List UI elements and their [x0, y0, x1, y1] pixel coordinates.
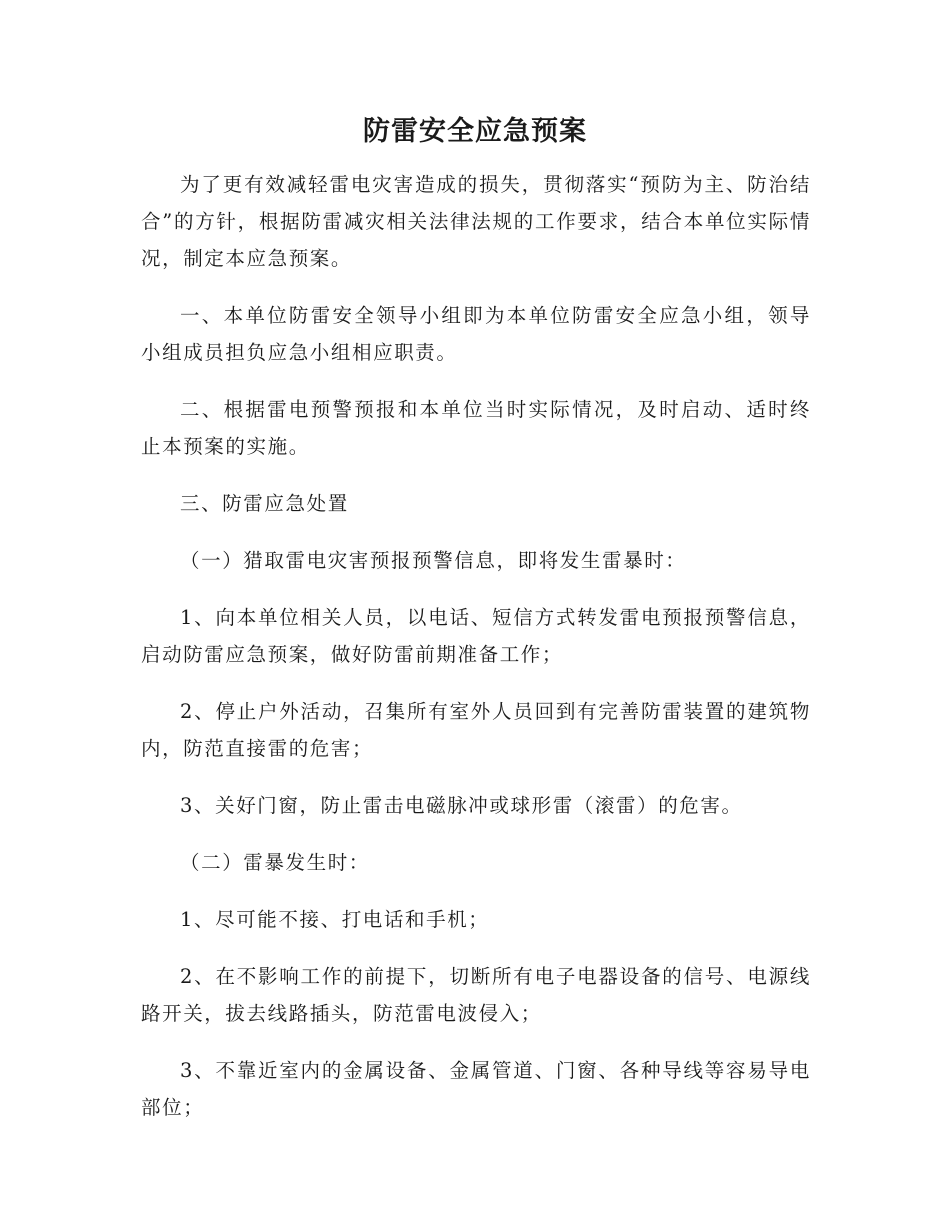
- document-title: 防雷安全应急预案: [363, 116, 587, 147]
- paragraph-section-3-heading: 三、防雷应急处置: [180, 492, 349, 515]
- paragraph-item: 1、尽可能不接、打电话和手机；: [180, 908, 490, 931]
- paragraph-section-2: 二、根据雷电预警预报和本单位当时实际情况，及时启动、适时终止本预案的实施。: [141, 398, 811, 458]
- paragraph-item: 1、向本单位相关人员，以电话、短信方式转发雷电预报预警信息，启动防雷应急预案，做好防雷前期准备工作；: [141, 606, 811, 666]
- paragraph-intro: 为了更有效减轻雷电灾害造成的损失，贯彻落实“预防为主、防治结合”的方针，根据防雷减灾相关法律法规的工作要求，结合本单位实际情况，制定本应急预案。: [141, 173, 811, 270]
- paragraph-item: 3、关好门窗，防止雷击电磁脉冲或球形雷（滚雷）的危害。: [180, 794, 743, 817]
- paragraph-subsection-1-heading: （一）猎取雷电灾害预报预警信息，即将发生雷暴时：: [180, 549, 687, 572]
- document-body: [141, 166, 811, 1146]
- paragraph-section-1: 一、本单位防雷安全领导小组即为本单位防雷安全应急小组，领导小组成员担负应急小组相应职责。: [141, 304, 811, 364]
- paragraph-subsection-2-heading: （二）雷暴发生时：: [180, 851, 370, 874]
- paragraph-item: 2、停止户外活动，召集所有室外人员回到有完善防雷装置的建筑物内，防范直接雷的危害；: [141, 700, 811, 760]
- paragraph-item: 2、在不影响工作的前提下，切断所有电子电器设备的信号、电源线路开关，拔去线路插头，防范雷电波侵入；: [141, 965, 811, 1025]
- paragraph-item: 3、不靠近室内的金属设备、金属管道、门窗、各种导线等容易导电部位；: [141, 1059, 811, 1119]
